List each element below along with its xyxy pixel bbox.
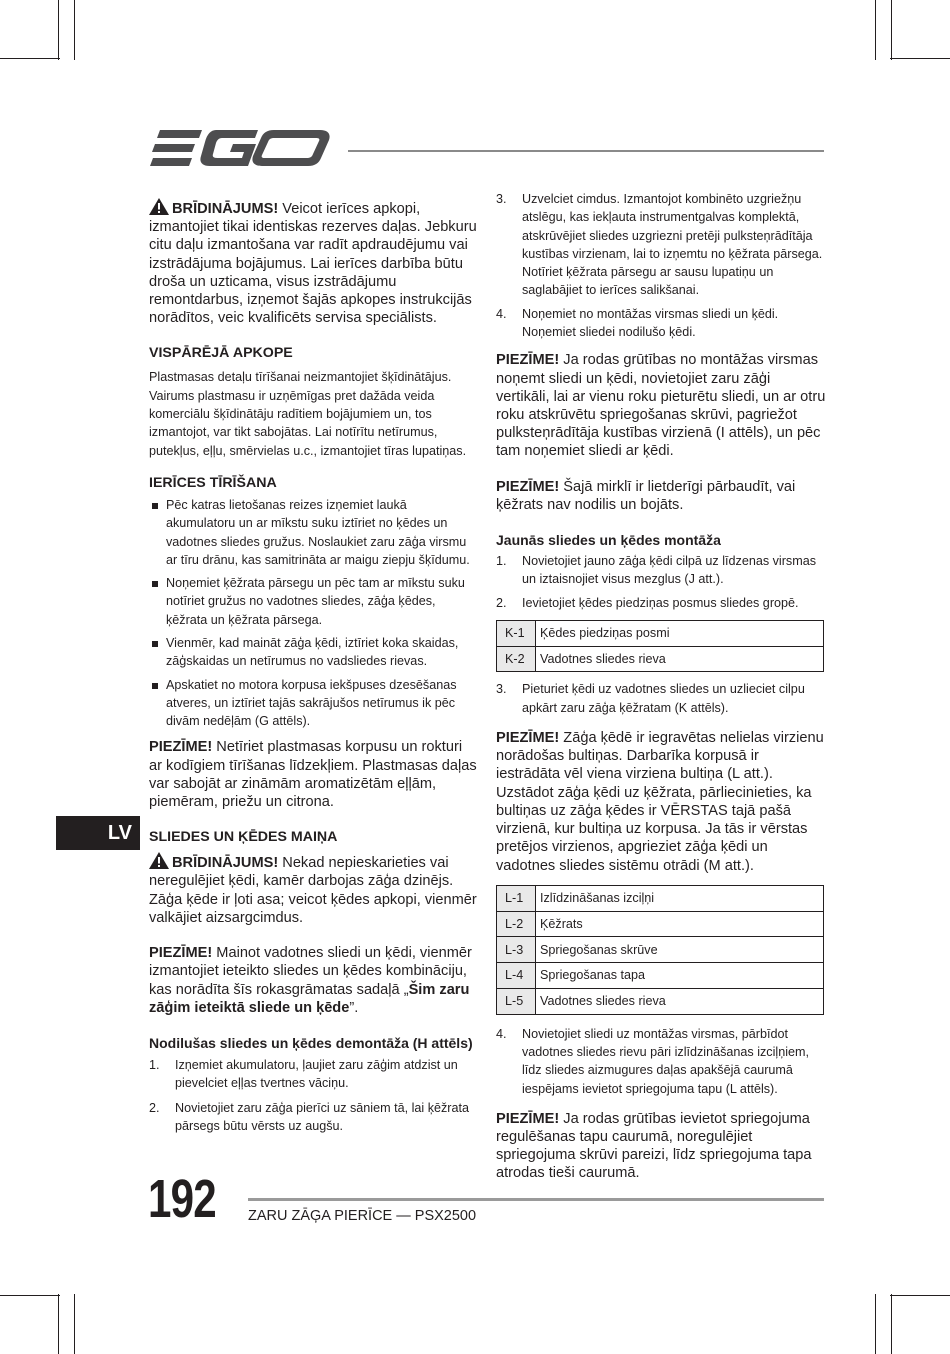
subsection-heading: Nodilušas sliedes un ķēdes demontāža (H attēls) [149, 1034, 473, 1051]
legend-key: K-2 [497, 646, 536, 672]
note-label: PIEZĪME! [149, 945, 213, 962]
step-number: 3. [496, 682, 507, 697]
footer-title: ZARU ZĀĢA PIERĪCE — PSX2500 [248, 1208, 477, 1224]
legend-value: Ķēdes piedziņas posmi [536, 620, 824, 646]
paragraph: Plastmasas detaļu tīrīšanai neizmantojiet šķīdinātājus. Vairums plastmasu ir uzņēmīgas pret dažāda veida komerciālu šķīdinātāju radītiem bojājumiem un, tos izmantojot, var tikt sabojātas. Lai notīrītu netīrumus, putekļus, eļļu, smērvielas u.c., izmantojiet tīras lupatiņas. [149, 370, 467, 458]
legend-table-l [496, 885, 824, 1015]
crop-mark [74, 0, 75, 60]
note-paragraph [496, 1110, 826, 1183]
crop-mark [58, 0, 59, 60]
ego-logo [150, 130, 330, 172]
list-item [149, 1099, 479, 1136]
crop-mark [875, 0, 876, 60]
note-text: Netīriet plastmasas korpusu un rokturi ar kodīgiem tīrīšanas līdzekļiem. Plastmasas daļas var sabojāt ar zināmām aromatizētām eļļām, piemēram, priežu un citrona. [149, 739, 477, 811]
legend-table-k [496, 620, 824, 673]
list-item [496, 680, 826, 717]
list-item [496, 594, 826, 612]
step-text: Noņemiet no montāžas virsmas sliedi un ķēdi. Noņemiet sliedei nodilušo ķēdi. [522, 306, 779, 340]
note-label: PIEZĪME! [496, 1110, 560, 1127]
legend-key: L-3 [497, 937, 536, 963]
crop-mark [74, 1294, 75, 1354]
legend-key: L-4 [497, 963, 536, 989]
legend-key: L-5 [497, 988, 536, 1014]
note-text: Šajā mirklī ir lietderīgi pārbaudīt, vai ķēžrats nav nodilis un bojāts. [496, 478, 796, 513]
list-item [149, 1056, 479, 1093]
header-rule [348, 150, 824, 152]
legend-key: L-1 [497, 885, 536, 911]
legend-value: Spriegošanas skrūve [536, 937, 824, 963]
warning-paragraph [149, 852, 479, 927]
language-tab: LV [56, 816, 140, 850]
note-paragraph [496, 351, 826, 460]
list-item [496, 1025, 826, 1098]
legend-key: K-1 [497, 620, 536, 646]
list-item: Pēc katras lietošanas reizes izņemiet laukā akumulatoru un ar mīkstu suku iztīriet no ķēdes un vadotnes sliedes gružus. Noslaukiet zaru zāģa virsmu ar tīru drānu, kas samitrināta ar maigu ziepju šķīdumu. [149, 496, 479, 569]
table-row [497, 963, 824, 989]
note-text: Mainot vadotnes sliedi un ķēdi, vienmēr izmantojiet ieteikto sliedes un ķēdes kombināciju, kas norādīta šīs rokasgrāmatas sadaļā „ [149, 945, 472, 998]
note-paragraph [496, 729, 826, 875]
step-list [149, 1056, 479, 1135]
list-item: Vienmēr, kad maināt zāģa ķēdi, iztīriet koka skaidas, zāģskaidas un netīrumus no vadsliedes rievas. [149, 634, 479, 671]
list-item [496, 190, 826, 300]
step-text: Novietojiet sliedi uz montāžas virsmas, pārbīdot vadotnes sliedes rievu pāri izlīdzināšanas izciļņiem, līdz sliedes aizmugures daļas apakšējā caurumā iespējams ievietot spriegojuma tapu (L attēls). [522, 1026, 809, 1096]
list-item: Apskatiet no motora korpusa iekšpuses dzesēšanas atveres, un iztīriet tajās sakrājušos netīrumus ik pēc divām nedēļām (G attēls). [149, 676, 479, 731]
step-text: Pieturiet ķēdi uz vadotnes sliedes un uzlieciet cilpu apkārt zaru zāģa ķēžratam (K attēls). [522, 682, 805, 715]
table-row [497, 620, 824, 646]
step-list [496, 552, 826, 612]
note-label: PIEZĪME! [496, 478, 560, 495]
legend-value: Vadotnes sliedes rieva [536, 988, 824, 1014]
note-bold-reference: Šim zaru zāģim ieteiktā sliede un ķēde [149, 981, 470, 1016]
warning-triangle-icon [149, 852, 169, 869]
list-item [496, 305, 826, 342]
step-list [496, 680, 826, 717]
legend-value: Vadotnes sliedes rieva [536, 646, 824, 672]
note-paragraph [149, 944, 479, 1017]
note-label: PIEZĪME! [496, 352, 560, 369]
legend-key: L-2 [497, 911, 536, 937]
note-text: Ja rodas grūtības ievietot spriegojuma regulēšanas tapu caurumā, noregulējiet spriegojuma skrūvi pareizi, līdz spriegojuma tapa atrodas tieši caurumā. [496, 1110, 812, 1182]
table-row [497, 937, 824, 963]
note-paragraph [149, 738, 479, 811]
warning-paragraph [149, 198, 479, 327]
step-text: Novietojiet jauno zāģa ķēdi cilpā uz līdzenas virsmas un iztaisnojiet visus mezglus (J att.). [522, 554, 817, 587]
step-text: Izņemiet akumulatoru, ļaujiet zaru zāģim atdzist un pievelciet eļļas tvertnes vāciņu. [175, 1057, 458, 1091]
legend-value: Spriegošanas tapa [536, 963, 824, 989]
warning-label: BRĪDINĀJUMS! [172, 201, 279, 217]
subsection-heading: Jaunās sliedes un ķēdes montāža [496, 532, 721, 548]
warning-label: BRĪDINĀJUMS! [172, 855, 279, 872]
crop-mark [891, 1294, 892, 1354]
crop-mark [891, 0, 892, 60]
crop-mark [0, 58, 60, 59]
step-number: 4. [496, 306, 507, 321]
crop-mark [0, 1295, 60, 1296]
list-item [496, 552, 826, 589]
table-row [497, 988, 824, 1014]
section-heading: SLIEDES UN ĶĒDES MAIŅA [149, 829, 338, 846]
note-text: ”. [349, 999, 359, 1016]
section-heading: VISPĀRĒJĀ APKOPE [149, 345, 293, 362]
step-number: 1. [149, 1057, 160, 1072]
step-list [496, 1025, 826, 1098]
step-number: 2. [496, 595, 507, 610]
section-heading: IERĪCES TĪRĪŠANA [149, 474, 277, 491]
table-row [497, 646, 824, 672]
note-paragraph [496, 478, 826, 514]
step-number: 2. [149, 1100, 160, 1115]
left-column [149, 198, 479, 1135]
page-number: 192 [148, 1169, 216, 1229]
step-text: Novietojiet zaru zāģa pierīci uz sāniem tā, lai ķēžrata pārsegs būtu vērsts uz augšu. [175, 1100, 469, 1133]
crop-mark [890, 1295, 950, 1296]
step-text: Uzvelciet cimdus. Izmantojot kombinēto uzgriežņu atslēgu, kas iekļauta instrumentgalvas komplektā, atskrūvējiet sliedes uzgriezni pretēji pulksteņrādītāja kustības virzienam, lai to izņemtu no ķēžrata pārsega. Notīriet ķēžrata pārsegu ar sausu lupatiņu un saglabājiet to ierīces salikšanai. [522, 192, 823, 298]
list-item: Noņemiet ķēžrata pārsegu un pēc tam ar mīkstu suku notīriet gružus no vadotnes sliedes, zāģa ķēdes, ķēžrata un ķēžrata pārsega. [149, 574, 479, 629]
bullet-list [149, 496, 479, 731]
warning-text: Nekad nepieskarieties vai neregulējiet ķēdi, kamēr darbojas zāģa dzinējs. Zāģa ķēde ir ļoti asa; veicot ķēdes apkopi, vienmēr valkājiet aizsargcimdus. [149, 855, 477, 926]
footer-rule [248, 1198, 824, 1201]
crop-mark [890, 58, 950, 59]
note-text: Ja rodas grūtības no montāžas virsmas noņemt sliedi un ķēdi, novietojiet zaru zāģi vertikāli, lai ar vienu roku pieturētu sliedi, un ar otru roku atskrūvētu spriegošanas skrūvi, pagriežot pulksteņrādītāja kustības virzienā (I attēls), un pēc tam noņemiet sliedi ar ķēdi. [496, 352, 826, 460]
warning-text: Veicot ierīces apkopi, izmantojiet tikai identiskas rezerves daļas. Jebkuru citu daļu izmantošana var radīt apdraudējumu vai izstrādājuma bojājumus. Lai ierīces darbība būtu droša un uzticama, visus izstrādājumu remontdarbus, izņemot šajās apkopes instrukcijās norādītos, veic kvalificēts servisa speciālists. [149, 201, 477, 327]
warning-triangle-icon [149, 198, 169, 215]
note-label: PIEZĪME! [496, 730, 560, 747]
table-row [497, 911, 824, 937]
table-row [497, 885, 824, 911]
note-text: Zāģa ķēdē ir iegravētas nelielas virzienu norādošas bultiņas. Darbarīka korpusā ir iestrādāta vēl viena virziena bultiņa (L att.). Uzstādot zāģa ķēdi uz ķēžrata, pārliecinieties, ka bultiņas uz zāģa ķēdes ir VĒRSTAS tajā pašā virzienā, kur bultiņa uz korpusa. Ja tās ir vērstas pretējos virzienos, apgrieziet zāģa ķēdi un vadotnes sliedes sistēmu otrādi (M att.). [496, 730, 824, 874]
note-label: PIEZĪME! [149, 739, 213, 756]
step-text: Ievietojiet ķēdes piedziņas posmus sliedes gropē. [522, 595, 799, 610]
crop-mark [875, 1294, 876, 1354]
step-number: 1. [496, 554, 507, 568]
step-number: 3. [496, 192, 507, 206]
legend-value: Ķēžrats [536, 911, 824, 937]
crop-mark [58, 1294, 59, 1354]
right-column [496, 190, 826, 1183]
step-list [496, 190, 826, 341]
step-number: 4. [496, 1026, 507, 1041]
legend-value: Izlīdzināšanas izciļņi [536, 885, 824, 911]
